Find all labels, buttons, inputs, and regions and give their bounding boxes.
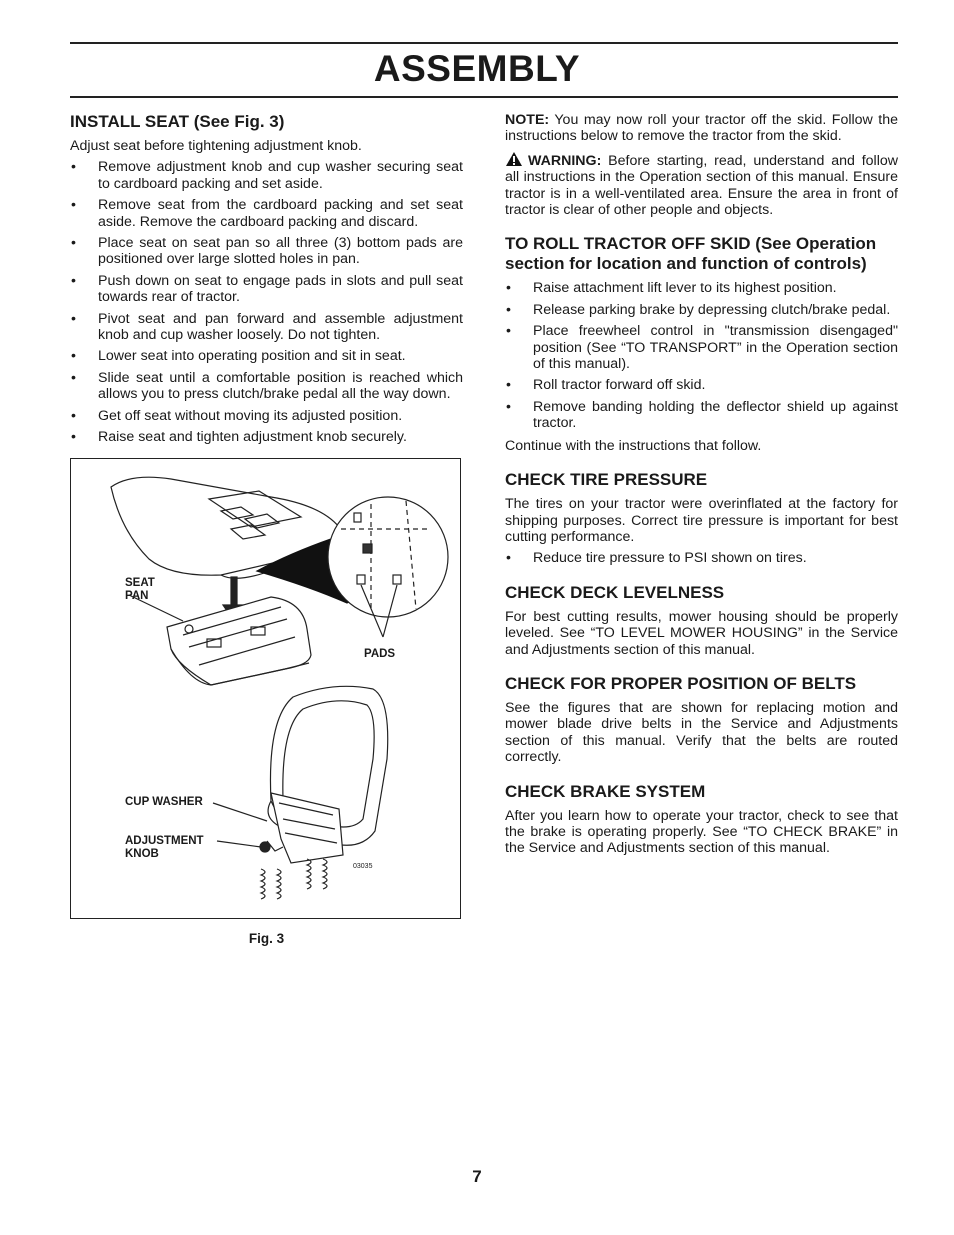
- install-seat-heading: INSTALL SEAT (See Fig. 3): [70, 112, 285, 131]
- tire-pressure-steps: [505, 550, 898, 566]
- belts-section: [505, 674, 898, 766]
- adjustment-knob-label: ADJUSTMENT KNOB: [125, 835, 204, 860]
- note-label: NOTE:: [505, 112, 550, 128]
- brake-section: [505, 782, 898, 857]
- tire-pressure-heading: CHECK TIRE PRESSURE: [505, 470, 708, 490]
- install-seat-steps: [70, 159, 463, 445]
- note-text: You may now roll your tractor off the skid. Follow the instructions below to remove the tractor from the skid.: [505, 112, 899, 145]
- list-item: • Remove seat from the cardboard packing and set seat aside. Remove the cardboard packing and discard.: [70, 197, 463, 230]
- warning-text: Before starting, read, understand and follow all instructions in the Operation section of this manual. Ensure tractor is in a well-ventilated area. Ensure the area in front of tractor is clear of other people and objects.: [505, 152, 898, 219]
- top-rule: [70, 42, 898, 44]
- list-item: • Pivot seat and pan forward and assemble adjustment knob and cup washer loosely. Do not tighten.: [70, 311, 463, 344]
- warning-paragraph: [505, 151, 898, 219]
- cup-washer-label: CUP WASHER: [125, 796, 203, 808]
- deck-levelness-section: [505, 583, 898, 658]
- list-item: • Push down on seat to engage pads in slots and pull seat towards rear of tractor.: [70, 273, 463, 306]
- pads-label: PADS: [364, 648, 396, 660]
- list-item: • Reduce tire pressure to PSI shown on tires.: [505, 550, 898, 566]
- list-item: • Raise attachment lift lever to its highest position.: [505, 280, 898, 296]
- deck-levelness-text: For best cutting results, mower housing should be properly leveled. See “TO LEVEL MOWER HOUSING” in the Service and Adjustments section of this manual.: [505, 608, 898, 658]
- roll-tractor-after: Continue with the instructions that follow.: [505, 437, 762, 454]
- list-item: • Raise seat and tighten adjustment knob securely.: [70, 429, 463, 445]
- list-item: • Remove adjustment knob and cup washer securing seat to cardboard packing and set aside.: [70, 159, 463, 192]
- title-underline: [70, 96, 898, 98]
- belts-text: See the figures that are shown for replacing motion and mower blade drive belts in the Service and Adjustments section of this manual. Verify that the belts are routed correctly.: [505, 699, 898, 766]
- list-item: • Roll tractor forward off skid.: [505, 377, 898, 393]
- note-paragraph: [505, 112, 898, 145]
- list-item: • Slide seat until a comfortable position is reached which allows you to press clutch/brake pedal all the way down.: [70, 370, 463, 403]
- roll-tractor-steps: [505, 280, 898, 431]
- tire-pressure-text: The tires on your tractor were overinflated at the factory for shipping purposes. Correct tire pressure is important for best cutting performance.: [505, 496, 898, 545]
- warning-icon: [505, 151, 523, 167]
- figure-caption: Fig. 3: [248, 931, 285, 946]
- belts-heading: CHECK FOR PROPER POSITION OF BELTS: [505, 673, 857, 693]
- brake-text: After you learn how to operate your tractor, check to see that the brake is operating properly. See “TO CHECK BRAKE” in the Service and Adjustments section of this manual.: [505, 807, 898, 857]
- right-column: [505, 112, 898, 857]
- list-item: • Get off seat without moving its adjusted position.: [70, 408, 463, 424]
- list-item: • Remove banding holding the deflector shield up against tractor.: [505, 399, 898, 432]
- page-title: ASSEMBLY: [373, 48, 581, 89]
- page-number: 7: [472, 1167, 482, 1186]
- install-seat-intro: Adjust seat before tightening adjustment knob.: [70, 138, 362, 154]
- deck-levelness-heading: CHECK DECK LEVELNESS: [505, 582, 725, 602]
- list-item: • Place freewheel control in "transmission disengaged" position (See “TO TRANSPORT” in the Operation section of this manual).: [505, 323, 898, 372]
- part-code: 03035: [353, 863, 373, 870]
- list-item: • Release parking brake by depressing clutch/brake pedal.: [505, 302, 898, 318]
- seat-pan-label: SEAT PAN: [125, 577, 155, 602]
- brake-heading: CHECK BRAKE SYSTEM: [505, 781, 706, 801]
- seat-installation-figure: [70, 458, 461, 919]
- roll-tractor-heading: TO ROLL TRACTOR OFF SKID (See Operation section for location and function of controls): [505, 234, 877, 274]
- list-item: • Lower seat into operating position and sit in seat.: [70, 348, 463, 364]
- list-item: • Place seat on seat pan so all three (3) bottom pads are positioned over large slotted holes in pan.: [70, 235, 463, 268]
- tire-pressure-section: [505, 470, 898, 567]
- roll-tractor-section: [505, 234, 898, 454]
- left-column: [70, 112, 463, 446]
- warning-label: WARNING:: [528, 152, 602, 169]
